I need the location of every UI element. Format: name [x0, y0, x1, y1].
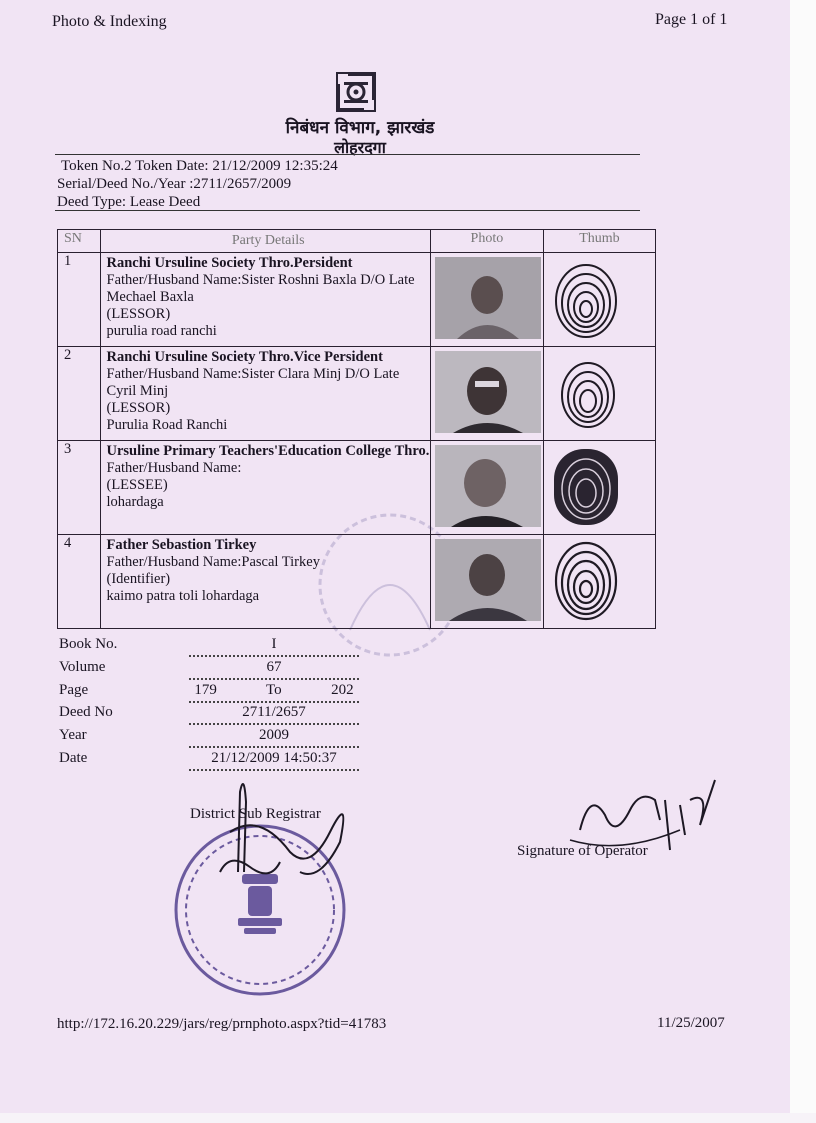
registrar-label: District Sub Registrar — [190, 806, 321, 822]
col-sn-header: SN — [58, 230, 101, 253]
footer-url: http://172.16.20.229/jars/reg/prnphoto.aspx?tid=41783 — [57, 1016, 387, 1032]
footer-date: 11/25/2007 — [657, 1015, 725, 1031]
row-sn: 1 — [58, 253, 101, 347]
party-relation: Father/Husband Name:Sister Roshni Baxla D/O Late Mechael Baxla — [106, 272, 415, 305]
thumbprint-icon — [548, 257, 624, 341]
party-details — [100, 441, 430, 535]
party-role: (Identifier) — [106, 571, 171, 587]
office-district: लोहरदगा — [334, 138, 386, 157]
office-title: निबंधन विभाग, झारखंड — [285, 118, 435, 138]
party-relation: Father/Husband Name:Sister Clara Minj D/O Late Cyril Minj — [106, 366, 400, 399]
year-label: Year — [59, 727, 87, 743]
page-edge-bottom — [0, 1113, 816, 1123]
party-role: (LESSOR) — [106, 400, 171, 416]
page-edge — [790, 0, 816, 1123]
photo-cell — [430, 535, 543, 629]
col-thumb-header: Thumb — [543, 230, 655, 253]
party-table — [57, 229, 656, 629]
date-label: Date — [59, 750, 88, 766]
col-photo-header: Photo — [430, 230, 543, 253]
party-relation: Father/Husband Name:Pascal Tirkey — [106, 554, 320, 570]
deed-no-label: Deed No — [59, 704, 113, 720]
party-photo — [435, 257, 541, 339]
party-relation: Father/Husband Name: — [106, 460, 242, 476]
party-photo — [435, 445, 541, 527]
party-address: kaimo patra toli lohardaga — [106, 588, 260, 604]
party-address: Purulia Road Ranchi — [106, 417, 228, 433]
party-details — [100, 253, 430, 347]
table-header-row — [58, 230, 656, 253]
party-details — [100, 535, 430, 629]
row-sn: 2 — [58, 347, 101, 441]
party-name: Father Sebastion Tirkey — [106, 537, 257, 553]
party-address: purulia road ranchi — [106, 323, 217, 339]
photo-cell — [430, 347, 543, 441]
operator-label: Signature of Operator — [517, 843, 648, 859]
rule-top — [55, 154, 640, 155]
registrar-signature — [200, 772, 360, 892]
party-photo — [435, 351, 541, 433]
party-name: Ranchi Ursuline Society Thro.Persident — [106, 255, 353, 271]
page-label: Page — [59, 682, 89, 698]
table-row — [58, 441, 656, 535]
row-sn: 4 — [58, 535, 101, 629]
thumbprint-icon — [548, 351, 624, 435]
table-row — [58, 253, 656, 347]
party-role: (LESSEE) — [106, 477, 168, 493]
party-details — [100, 347, 430, 441]
thumbprint-icon — [548, 445, 624, 529]
party-role: (LESSOR) — [106, 306, 171, 322]
row-sn: 3 — [58, 441, 101, 535]
thumb-cell — [543, 441, 655, 535]
table-row — [58, 535, 656, 629]
thumb-cell — [543, 253, 655, 347]
thumb-cell — [543, 347, 655, 441]
book-label: Book No. — [59, 636, 118, 652]
deed-type-line: Deed Type: Lease Deed — [57, 194, 201, 210]
volume-value: 67 — [189, 659, 359, 680]
party-name: Ranchi Ursuline Society Thro.Vice Persident — [106, 349, 383, 365]
header-title: Photo & Indexing — [52, 13, 167, 30]
thumb-cell — [543, 535, 655, 629]
volume-label: Volume — [59, 659, 106, 675]
photo-cell — [430, 441, 543, 535]
party-photo — [435, 539, 541, 621]
deed-no-value: 2711/2657 — [189, 704, 359, 725]
table-row — [58, 347, 656, 441]
year-value: 2009 — [189, 727, 359, 748]
registration-emblem-icon — [334, 70, 378, 114]
page-number: Page 1 of 1 — [655, 11, 728, 28]
token-line: Token No.2 Token Date: 21/12/2009 12:35:24 — [61, 158, 338, 174]
photo-cell — [430, 253, 543, 347]
page-to: 202 — [331, 682, 354, 698]
serial-line: Serial/Deed No./Year :2711/2657/2009 — [57, 176, 292, 192]
book-value: I — [189, 636, 359, 657]
thumbprint-icon — [548, 539, 624, 623]
page-range — [189, 682, 359, 703]
party-name: Ursuline Primary Teachers'Education College Thro. — [106, 443, 430, 459]
date-value: 21/12/2009 14:50:37 — [189, 750, 359, 771]
party-address: lohardaga — [106, 494, 164, 510]
col-party-header: Party Details — [100, 230, 430, 253]
page-from: 179 — [194, 682, 217, 698]
page-to-label: To — [266, 682, 282, 698]
rule-bottom — [55, 210, 640, 211]
